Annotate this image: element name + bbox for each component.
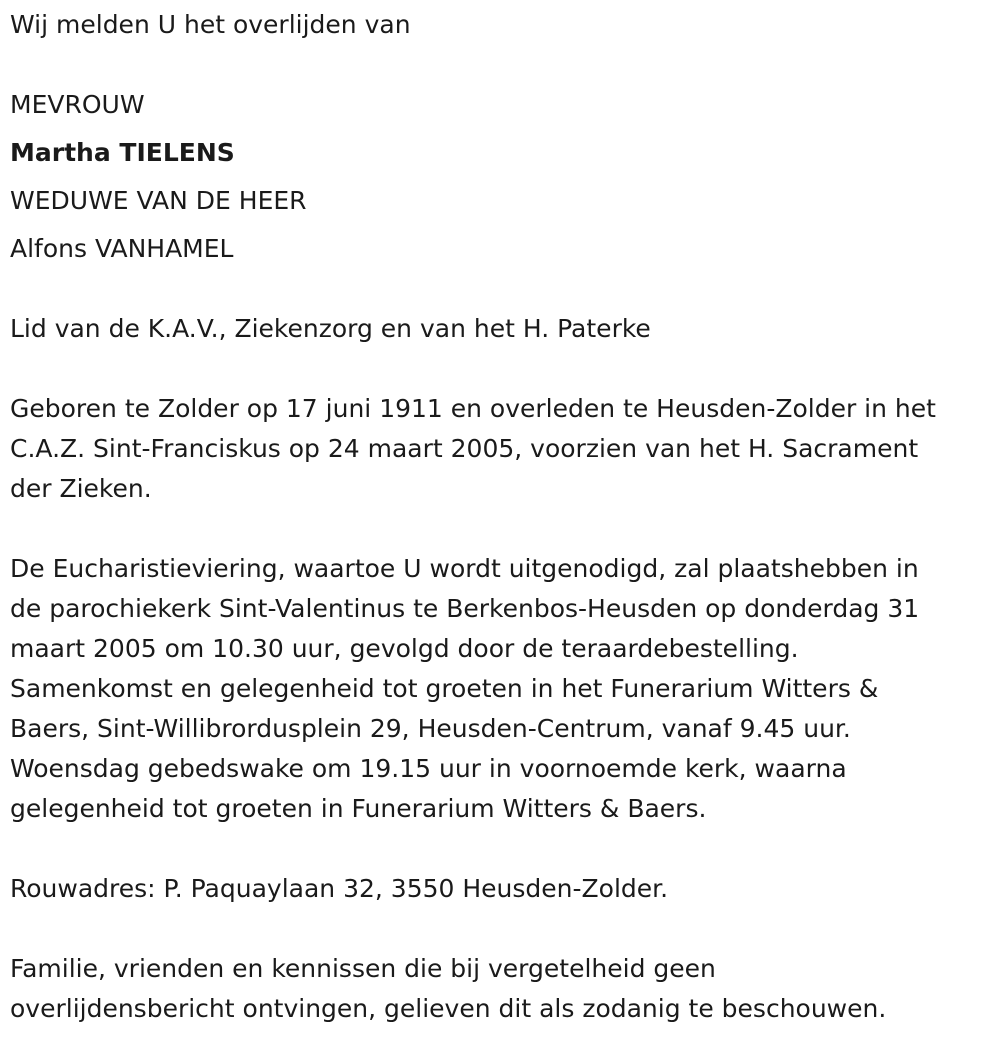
ceremony-line: gelegenheid tot groeten in Funerarium Witters & Baers. xyxy=(10,794,707,823)
closing-line: overlijdensbericht ontvingen, gelieven dit als zodanig te beschouwen. xyxy=(10,994,887,1023)
honorific: MEVROUW xyxy=(10,90,145,119)
deceased-name: Martha TIELENS xyxy=(10,138,235,167)
intro-text: Wij melden U het overlijden van xyxy=(10,10,411,39)
ceremony-line: De Eucharistieviering, waartoe U wordt uitgenodigd, zal plaatshebben in xyxy=(10,554,919,583)
widow-of-label: WEDUWE VAN DE HEER xyxy=(10,186,307,215)
ceremony-line: Woensdag gebedswake om 19.15 uur in voornoemde kerk, waarna xyxy=(10,754,847,783)
mourning-address: Rouwadres: P. Paquaylaan 32, 3550 Heusden-Zolder. xyxy=(10,874,669,903)
spouse-name: Alfons VANHAMEL xyxy=(10,234,234,263)
ceremony-line: Baers, Sint-Willibrordusplein 29, Heusden-Centrum, vanaf 9.45 uur. xyxy=(10,714,851,743)
birth-death-line: Geboren te Zolder op 17 juni 1911 en overleden te Heusden-Zolder in het xyxy=(10,394,936,423)
ceremony-line: Samenkomst en gelegenheid tot groeten in het Funerarium Witters & xyxy=(10,674,879,703)
ceremony-line: maart 2005 om 10.30 uur, gevolgd door de teraardebestelling. xyxy=(10,634,799,663)
ceremony-line: de parochiekerk Sint-Valentinus te Berkenbos-Heusden op donderdag 31 xyxy=(10,594,920,623)
membership-text: Lid van de K.A.V., Ziekenzorg en van het H. Paterke xyxy=(10,314,651,343)
closing-line: Familie, vrienden en kennissen die bij vergetelheid geen xyxy=(10,954,716,983)
birth-death-line: C.A.Z. Sint-Franciskus op 24 maart 2005, voorzien van het H. Sacrament xyxy=(10,434,919,463)
birth-death-line: der Zieken. xyxy=(10,474,152,503)
